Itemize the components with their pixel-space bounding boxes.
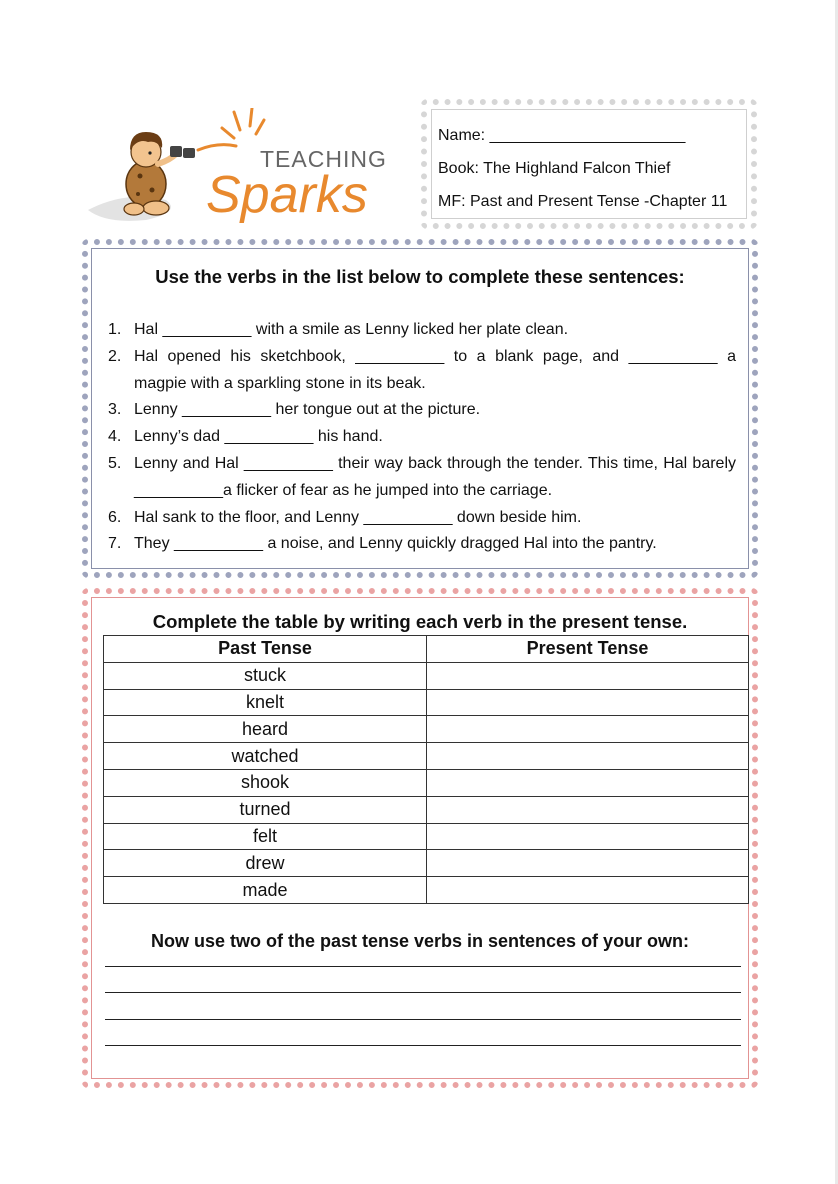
writing-line[interactable] xyxy=(105,1019,741,1020)
past-tense-cell: shook xyxy=(104,769,427,796)
section1-heading: Use the verbs in the list below to complete these sentences: xyxy=(155,266,685,287)
sentence-item[interactable]: 1. Hal __________ with a smile as Lenny licked her plate clean. xyxy=(108,321,569,338)
past-tense-cell: stuck xyxy=(104,662,427,689)
writing-line[interactable] xyxy=(105,1045,741,1046)
column-header-present: Present Tense xyxy=(427,636,749,663)
present-tense-cell[interactable] xyxy=(427,689,749,716)
sentence-item[interactable]: 6. Hal sank to the floor, and Lenny __________ down beside him. xyxy=(108,508,582,526)
table-header-row xyxy=(104,636,749,663)
sentence-item[interactable]: 7. They __________ a noise, and Lenny quickly dragged Hal into the pantry. xyxy=(108,535,657,553)
past-tense-cell: turned xyxy=(104,796,427,823)
verb-tense-table xyxy=(103,635,749,904)
logo-word-teaching: TEACHING xyxy=(260,146,387,172)
name-field[interactable]: Name: ______________________ xyxy=(438,127,686,144)
table-row xyxy=(104,662,749,689)
present-tense-cell[interactable] xyxy=(427,877,749,904)
present-tense-cell[interactable] xyxy=(427,823,749,850)
sentence-list xyxy=(108,317,736,558)
table-row xyxy=(104,689,749,716)
past-tense-cell: felt xyxy=(104,823,427,850)
book-title: Book: The Highland Falcon Thief xyxy=(438,160,671,177)
past-tense-cell: made xyxy=(104,877,427,904)
sentence-item[interactable]: 4. Lenny’s dad __________ his hand. xyxy=(108,428,383,446)
table-row xyxy=(104,769,749,796)
section2-heading: Complete the table by writing each verb in the present tense. xyxy=(152,611,688,632)
present-tense-cell[interactable] xyxy=(427,850,749,877)
writing-line[interactable] xyxy=(105,966,741,967)
present-tense-cell[interactable] xyxy=(427,796,749,823)
table-row xyxy=(104,877,749,904)
student-info-box xyxy=(421,99,757,229)
teaching-sparks-logo xyxy=(86,108,398,228)
past-tense-cell: watched xyxy=(104,743,427,770)
past-tense-cell: knelt xyxy=(104,689,427,716)
worksheet-topic: MF: Past and Present Tense -Chapter 11 xyxy=(438,193,728,210)
column-header-past: Past Tense xyxy=(104,636,427,663)
writing-line[interactable] xyxy=(105,992,741,993)
past-tense-cell: heard xyxy=(104,716,427,743)
table-row xyxy=(104,716,749,743)
fill-in-verbs-section xyxy=(82,239,758,578)
present-tense-cell[interactable] xyxy=(427,743,749,770)
table-row xyxy=(104,850,749,877)
present-tense-cell[interactable] xyxy=(427,769,749,796)
table-row xyxy=(104,796,749,823)
own-sentences-heading: Now use two of the past tense verbs in sentences of your own: xyxy=(150,931,690,951)
present-tense-cell[interactable] xyxy=(427,716,749,743)
past-tense-cell: drew xyxy=(104,850,427,877)
sentence-item[interactable]: 3. Lenny __________ her tongue out at the picture. xyxy=(108,401,481,419)
logo-graphic xyxy=(86,108,398,228)
logo-word-sparks: Sparks xyxy=(206,166,368,224)
sentence-item[interactable]: 5. Lenny and Hal __________ their way back through the tender. This time, Hal barely __________a flicker of fear as he jumped into the carriage. xyxy=(108,454,736,499)
table-row xyxy=(104,743,749,770)
table-row xyxy=(104,823,749,850)
sentence-item[interactable]: 2. Hal opened his sketchbook, __________ to a blank page, and __________ a magpie with a sparkling stone in its beak. xyxy=(108,347,736,392)
present-tense-table-section xyxy=(82,588,758,1088)
present-tense-cell[interactable] xyxy=(427,662,749,689)
